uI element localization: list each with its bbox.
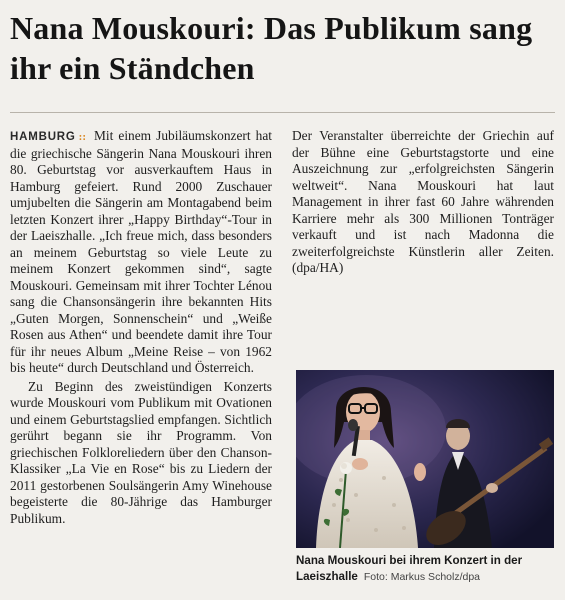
article-headline: Nana Mouskouri: Das Publikum sang ihr ein Ständchen [10, 10, 533, 86]
photo-credit: Foto: Markus Scholz/dpa [363, 570, 481, 583]
headline-divider [10, 112, 555, 113]
paragraph-2: Zu Beginn des zweistündigen Konzerts wurde Mouskouri vom Publikum mit Ovationen und einem Geburtstagslied empfangen. Sichtlich gerührt begann sie ihr Programm. Von griechischen Folkloreliedern über den Chanson-Klassiker „La Vie en Rose“ bis zu Liedern der 2011 gestorbenen Soulsängerin Amy Winehouse begeisterte die 80-Jährige das Hamburger Publikum. [10, 378, 272, 526]
dateline: HAMBURG [10, 131, 76, 143]
paragraph-1 [10, 128, 272, 377]
concert-photo [296, 370, 554, 548]
article-column-2 [292, 128, 554, 277]
caption-text: Nana Mouskouri bei ihrem Konzert in der Laeiszhalle [296, 554, 523, 583]
paragraph-1-text: Mit einem Jubiläumskonzert hat die griechische Sängerin Nana Mouskouri ihren 80. Geburtstag vor ausverkauftem Haus in Hamburg gefeiert. Rund 2000 Zuschauer umjubelten die Sängerin am Montagabend beim letzten Konzert ihrer „Happy Birthday“-Tour in der Laeiszhalle. „Ich freue mich, dass besonders an meinem Geburtstag so viele Leute zu meinem Konzert gekommen sind“, sagte Mouskouri. Gemeinsam mit ihrer Tochter Lénou sang die Chansonsängerin ihre bekannten Hits „Guten Morgen, Sonnenschein“ und „Weiße Rosen aus Athen“ und beendete damit ihre Tour für ihr neues Album „Meine Reise – von 1962 bis heute“ durch Deutschland und Österreich. [10, 128, 272, 375]
article-column-1 [10, 128, 272, 527]
dateline-separator-icon: :: [78, 131, 86, 143]
photo-caption [296, 553, 558, 585]
paragraph-3: Der Veranstalter überreichte der Griechin auf der Bühne eine Geburtstagstorte und eine Auszeichnung zur „erfolgreichsten Sängerin weltweit“. Nana Mouskouri hat laut Management in ihrer fast 60 Jahre währenden Karriere mehr als 300 Millionen Tonträger verkauft und ist nach Madonna die zweiterfolgreichste Künstlerin aller Zeiten. (dpa/HA) [292, 128, 554, 275]
concert-photo-illustration [296, 370, 554, 548]
